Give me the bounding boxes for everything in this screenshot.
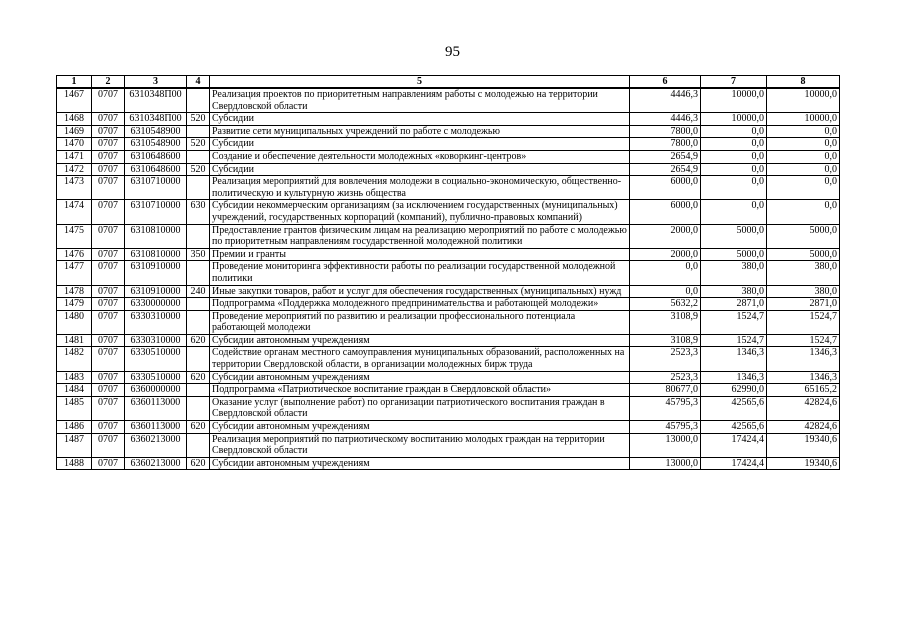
amount-col-8: 1346,3 [767, 371, 840, 384]
expense-type-code: 620 [187, 334, 210, 347]
table-row [57, 125, 840, 138]
target-article-code: 6310648600 [125, 163, 187, 176]
item-name: Субсидии [210, 138, 630, 151]
amount-col-7: 42565,6 [701, 421, 767, 434]
row-number: 1486 [57, 421, 92, 434]
item-name: Субсидии [210, 113, 630, 126]
amount-col-7: 62990,0 [701, 384, 767, 397]
target-article-code: 6330510000 [125, 371, 187, 384]
table-row [57, 138, 840, 151]
item-name: Субсидии некоммерческим организациям (за исключением государственных (муниципальных) учреждений, государственных корпораций (компаний), публично-правовых компаний) [210, 200, 630, 224]
table-row [57, 88, 840, 113]
expense-type-code [187, 396, 210, 420]
amount-col-8: 42824,6 [767, 421, 840, 434]
amount-col-6: 0,0 [630, 285, 701, 298]
amount-col-8: 65165,2 [767, 384, 840, 397]
amount-col-6: 6000,0 [630, 176, 701, 200]
section-code: 0707 [92, 298, 125, 311]
row-number: 1475 [57, 224, 92, 248]
amount-col-8: 5000,0 [767, 224, 840, 248]
amount-col-8: 1524,7 [767, 310, 840, 334]
table-body [57, 88, 840, 470]
item-name: Иные закупки товаров, работ и услуг для обеспечения государственных (муниципальных) нужд [210, 285, 630, 298]
amount-col-7: 17424,4 [701, 457, 767, 470]
header-row [57, 76, 840, 89]
expense-type-code [187, 261, 210, 285]
target-article-code: 6330510000 [125, 347, 187, 371]
row-number: 1482 [57, 347, 92, 371]
amount-col-6: 4446,3 [630, 88, 701, 113]
item-name: Подпрограмма «Поддержка молодежного предпринимательства и работающей молодежи» [210, 298, 630, 311]
amount-col-7: 380,0 [701, 261, 767, 285]
row-number: 1469 [57, 125, 92, 138]
item-name: Проведение мониторинга эффективности работы по реализации государственной молодежной политики [210, 261, 630, 285]
row-number: 1468 [57, 113, 92, 126]
target-article-code: 6330000000 [125, 298, 187, 311]
amount-col-6: 7800,0 [630, 125, 701, 138]
table-row [57, 176, 840, 200]
amount-col-7: 0,0 [701, 163, 767, 176]
section-code: 0707 [92, 125, 125, 138]
table-row [57, 310, 840, 334]
amount-col-7: 10000,0 [701, 88, 767, 113]
section-code: 0707 [92, 457, 125, 470]
row-number: 1474 [57, 200, 92, 224]
column-header-1: 1 [57, 76, 92, 89]
amount-col-7: 0,0 [701, 125, 767, 138]
item-name: Оказание услуг (выполнение работ) по организации патриотического воспитания граждан в Свердловской области [210, 396, 630, 420]
table-row [57, 371, 840, 384]
table-row [57, 113, 840, 126]
table-row [57, 200, 840, 224]
item-name: Субсидии автономным учреждениям [210, 457, 630, 470]
expense-type-code: 630 [187, 200, 210, 224]
section-code: 0707 [92, 396, 125, 420]
row-number: 1484 [57, 384, 92, 397]
item-name: Субсидии автономным учреждениям [210, 421, 630, 434]
table-row [57, 248, 840, 261]
amount-col-7: 0,0 [701, 138, 767, 151]
row-number: 1485 [57, 396, 92, 420]
expense-type-code [187, 347, 210, 371]
expense-type-code: 240 [187, 285, 210, 298]
section-code: 0707 [92, 176, 125, 200]
item-name: Субсидии [210, 163, 630, 176]
target-article-code: 6310810000 [125, 224, 187, 248]
expense-type-code [187, 125, 210, 138]
amount-col-7: 0,0 [701, 150, 767, 163]
row-number: 1467 [57, 88, 92, 113]
expense-type-code: 520 [187, 163, 210, 176]
table-row [57, 347, 840, 371]
table-header [57, 76, 840, 89]
target-article-code: 6330310000 [125, 334, 187, 347]
amount-col-8: 0,0 [767, 200, 840, 224]
page-number: 95 [445, 44, 460, 60]
amount-col-6: 5632,2 [630, 298, 701, 311]
section-code: 0707 [92, 310, 125, 334]
item-name: Реализация проектов по приоритетным направлениям работы с молодежью на территории Свердловской области [210, 88, 630, 113]
column-header-6: 6 [630, 76, 701, 89]
row-number: 1473 [57, 176, 92, 200]
section-code: 0707 [92, 163, 125, 176]
table-row [57, 224, 840, 248]
amount-col-8: 380,0 [767, 261, 840, 285]
amount-col-8: 19340,6 [767, 433, 840, 457]
expense-type-code [187, 384, 210, 397]
amount-col-8: 0,0 [767, 125, 840, 138]
table-row [57, 457, 840, 470]
expense-type-code [187, 88, 210, 113]
amount-col-6: 2000,0 [630, 224, 701, 248]
amount-col-7: 0,0 [701, 176, 767, 200]
row-number: 1476 [57, 248, 92, 261]
target-article-code: 6310548900 [125, 125, 187, 138]
amount-col-8: 1524,7 [767, 334, 840, 347]
amount-col-7: 5000,0 [701, 224, 767, 248]
item-name: Реализация мероприятий для вовлечения молодежи в социально-экономическую, общественно-политическую и культурную жизнь общества [210, 176, 630, 200]
amount-col-8: 380,0 [767, 285, 840, 298]
table-row [57, 421, 840, 434]
target-article-code: 6310548900 [125, 138, 187, 151]
expense-type-code [187, 224, 210, 248]
section-code: 0707 [92, 334, 125, 347]
target-article-code: 6310348П00 [125, 113, 187, 126]
table-row [57, 163, 840, 176]
target-article-code: 6310710000 [125, 200, 187, 224]
column-header-2: 2 [92, 76, 125, 89]
amount-col-7: 17424,4 [701, 433, 767, 457]
section-code: 0707 [92, 421, 125, 434]
amount-col-6: 2654,9 [630, 163, 701, 176]
expense-type-code [187, 310, 210, 334]
target-article-code: 6310810000 [125, 248, 187, 261]
table-row [57, 298, 840, 311]
table-row [57, 285, 840, 298]
amount-col-8: 0,0 [767, 138, 840, 151]
item-name: Создание и обеспечение деятельности молодежных «коворкинг-центров» [210, 150, 630, 163]
row-number: 1471 [57, 150, 92, 163]
item-name: Субсидии автономным учреждениям [210, 371, 630, 384]
row-number: 1470 [57, 138, 92, 151]
expense-type-code [187, 298, 210, 311]
column-header-5: 5 [210, 76, 630, 89]
amount-col-7: 1346,3 [701, 347, 767, 371]
target-article-code: 6310648600 [125, 150, 187, 163]
expense-type-code: 520 [187, 138, 210, 151]
amount-col-6: 13000,0 [630, 457, 701, 470]
item-name: Развитие сети муниципальных учреждений по работе с молодежью [210, 125, 630, 138]
table-row [57, 261, 840, 285]
item-name: Содействие органам местного самоуправления муниципальных образований, расположенных на территории Свердловской области, в организации молодежных бирж труда [210, 347, 630, 371]
target-article-code: 6360000000 [125, 384, 187, 397]
row-number: 1472 [57, 163, 92, 176]
table-row [57, 334, 840, 347]
column-header-7: 7 [701, 76, 767, 89]
amount-col-6: 3108,9 [630, 334, 701, 347]
expense-type-code: 350 [187, 248, 210, 261]
row-number: 1483 [57, 371, 92, 384]
amount-col-6: 3108,9 [630, 310, 701, 334]
item-name: Проведение мероприятий по развитию и реализации профессионального потенциала работающей молодежи [210, 310, 630, 334]
amount-col-6: 45795,3 [630, 396, 701, 420]
amount-col-6: 2654,9 [630, 150, 701, 163]
item-name: Реализация мероприятий по патриотическому воспитанию молодых граждан на территории Свердловской области [210, 433, 630, 457]
table-row [57, 433, 840, 457]
amount-col-6: 13000,0 [630, 433, 701, 457]
amount-col-7: 10000,0 [701, 113, 767, 126]
section-code: 0707 [92, 347, 125, 371]
amount-col-8: 0,0 [767, 176, 840, 200]
section-code: 0707 [92, 150, 125, 163]
target-article-code: 6310348П00 [125, 88, 187, 113]
item-name: Предоставление грантов физическим лицам на реализацию мероприятий по работе с молодежью по приоритетным направлениям государственной молодежной политики [210, 224, 630, 248]
expense-type-code [187, 433, 210, 457]
row-number: 1477 [57, 261, 92, 285]
section-code: 0707 [92, 88, 125, 113]
amount-col-7: 0,0 [701, 200, 767, 224]
target-article-code: 6360213000 [125, 433, 187, 457]
amount-col-6: 80677,0 [630, 384, 701, 397]
amount-col-8: 42824,6 [767, 396, 840, 420]
amount-col-6: 6000,0 [630, 200, 701, 224]
expense-type-code [187, 150, 210, 163]
column-header-8: 8 [767, 76, 840, 89]
expense-type-code: 620 [187, 421, 210, 434]
amount-col-8: 0,0 [767, 163, 840, 176]
section-code: 0707 [92, 224, 125, 248]
expense-type-code [187, 176, 210, 200]
column-header-4: 4 [187, 76, 210, 89]
item-name: Субсидии автономным учреждениям [210, 334, 630, 347]
target-article-code: 6310710000 [125, 176, 187, 200]
amount-col-6: 2000,0 [630, 248, 701, 261]
target-article-code: 6360113000 [125, 421, 187, 434]
row-number: 1478 [57, 285, 92, 298]
amount-col-6: 45795,3 [630, 421, 701, 434]
target-article-code: 6360113000 [125, 396, 187, 420]
amount-col-6: 0,0 [630, 261, 701, 285]
target-article-code: 6310910000 [125, 285, 187, 298]
amount-col-7: 380,0 [701, 285, 767, 298]
amount-col-6: 2523,3 [630, 371, 701, 384]
amount-col-7: 2871,0 [701, 298, 767, 311]
section-code: 0707 [92, 371, 125, 384]
amount-col-7: 1524,7 [701, 334, 767, 347]
target-article-code: 6330310000 [125, 310, 187, 334]
section-code: 0707 [92, 113, 125, 126]
expense-type-code: 620 [187, 371, 210, 384]
amount-col-8: 10000,0 [767, 113, 840, 126]
amount-col-8: 10000,0 [767, 88, 840, 113]
row-number: 1479 [57, 298, 92, 311]
amount-col-8: 1346,3 [767, 347, 840, 371]
section-code: 0707 [92, 248, 125, 261]
amount-col-6: 2523,3 [630, 347, 701, 371]
amount-col-7: 1524,7 [701, 310, 767, 334]
amount-col-7: 1346,3 [701, 371, 767, 384]
amount-col-6: 7800,0 [630, 138, 701, 151]
budget-table [56, 75, 840, 470]
item-name: Подпрограмма «Патриотическое воспитание граждан в Свердловской области» [210, 384, 630, 397]
row-number: 1487 [57, 433, 92, 457]
amount-col-7: 42565,6 [701, 396, 767, 420]
row-number: 1481 [57, 334, 92, 347]
section-code: 0707 [92, 200, 125, 224]
section-code: 0707 [92, 261, 125, 285]
amount-col-8: 2871,0 [767, 298, 840, 311]
table-row [57, 150, 840, 163]
target-article-code: 6360213000 [125, 457, 187, 470]
item-name: Премии и гранты [210, 248, 630, 261]
target-article-code: 6310910000 [125, 261, 187, 285]
amount-col-8: 0,0 [767, 150, 840, 163]
column-header-3: 3 [125, 76, 187, 89]
section-code: 0707 [92, 285, 125, 298]
section-code: 0707 [92, 138, 125, 151]
table-row [57, 384, 840, 397]
row-number: 1488 [57, 457, 92, 470]
row-number: 1480 [57, 310, 92, 334]
expense-type-code: 620 [187, 457, 210, 470]
amount-col-8: 5000,0 [767, 248, 840, 261]
amount-col-6: 4446,3 [630, 113, 701, 126]
section-code: 0707 [92, 433, 125, 457]
section-code: 0707 [92, 384, 125, 397]
expense-type-code: 520 [187, 113, 210, 126]
amount-col-7: 5000,0 [701, 248, 767, 261]
amount-col-8: 19340,6 [767, 457, 840, 470]
table-row [57, 396, 840, 420]
